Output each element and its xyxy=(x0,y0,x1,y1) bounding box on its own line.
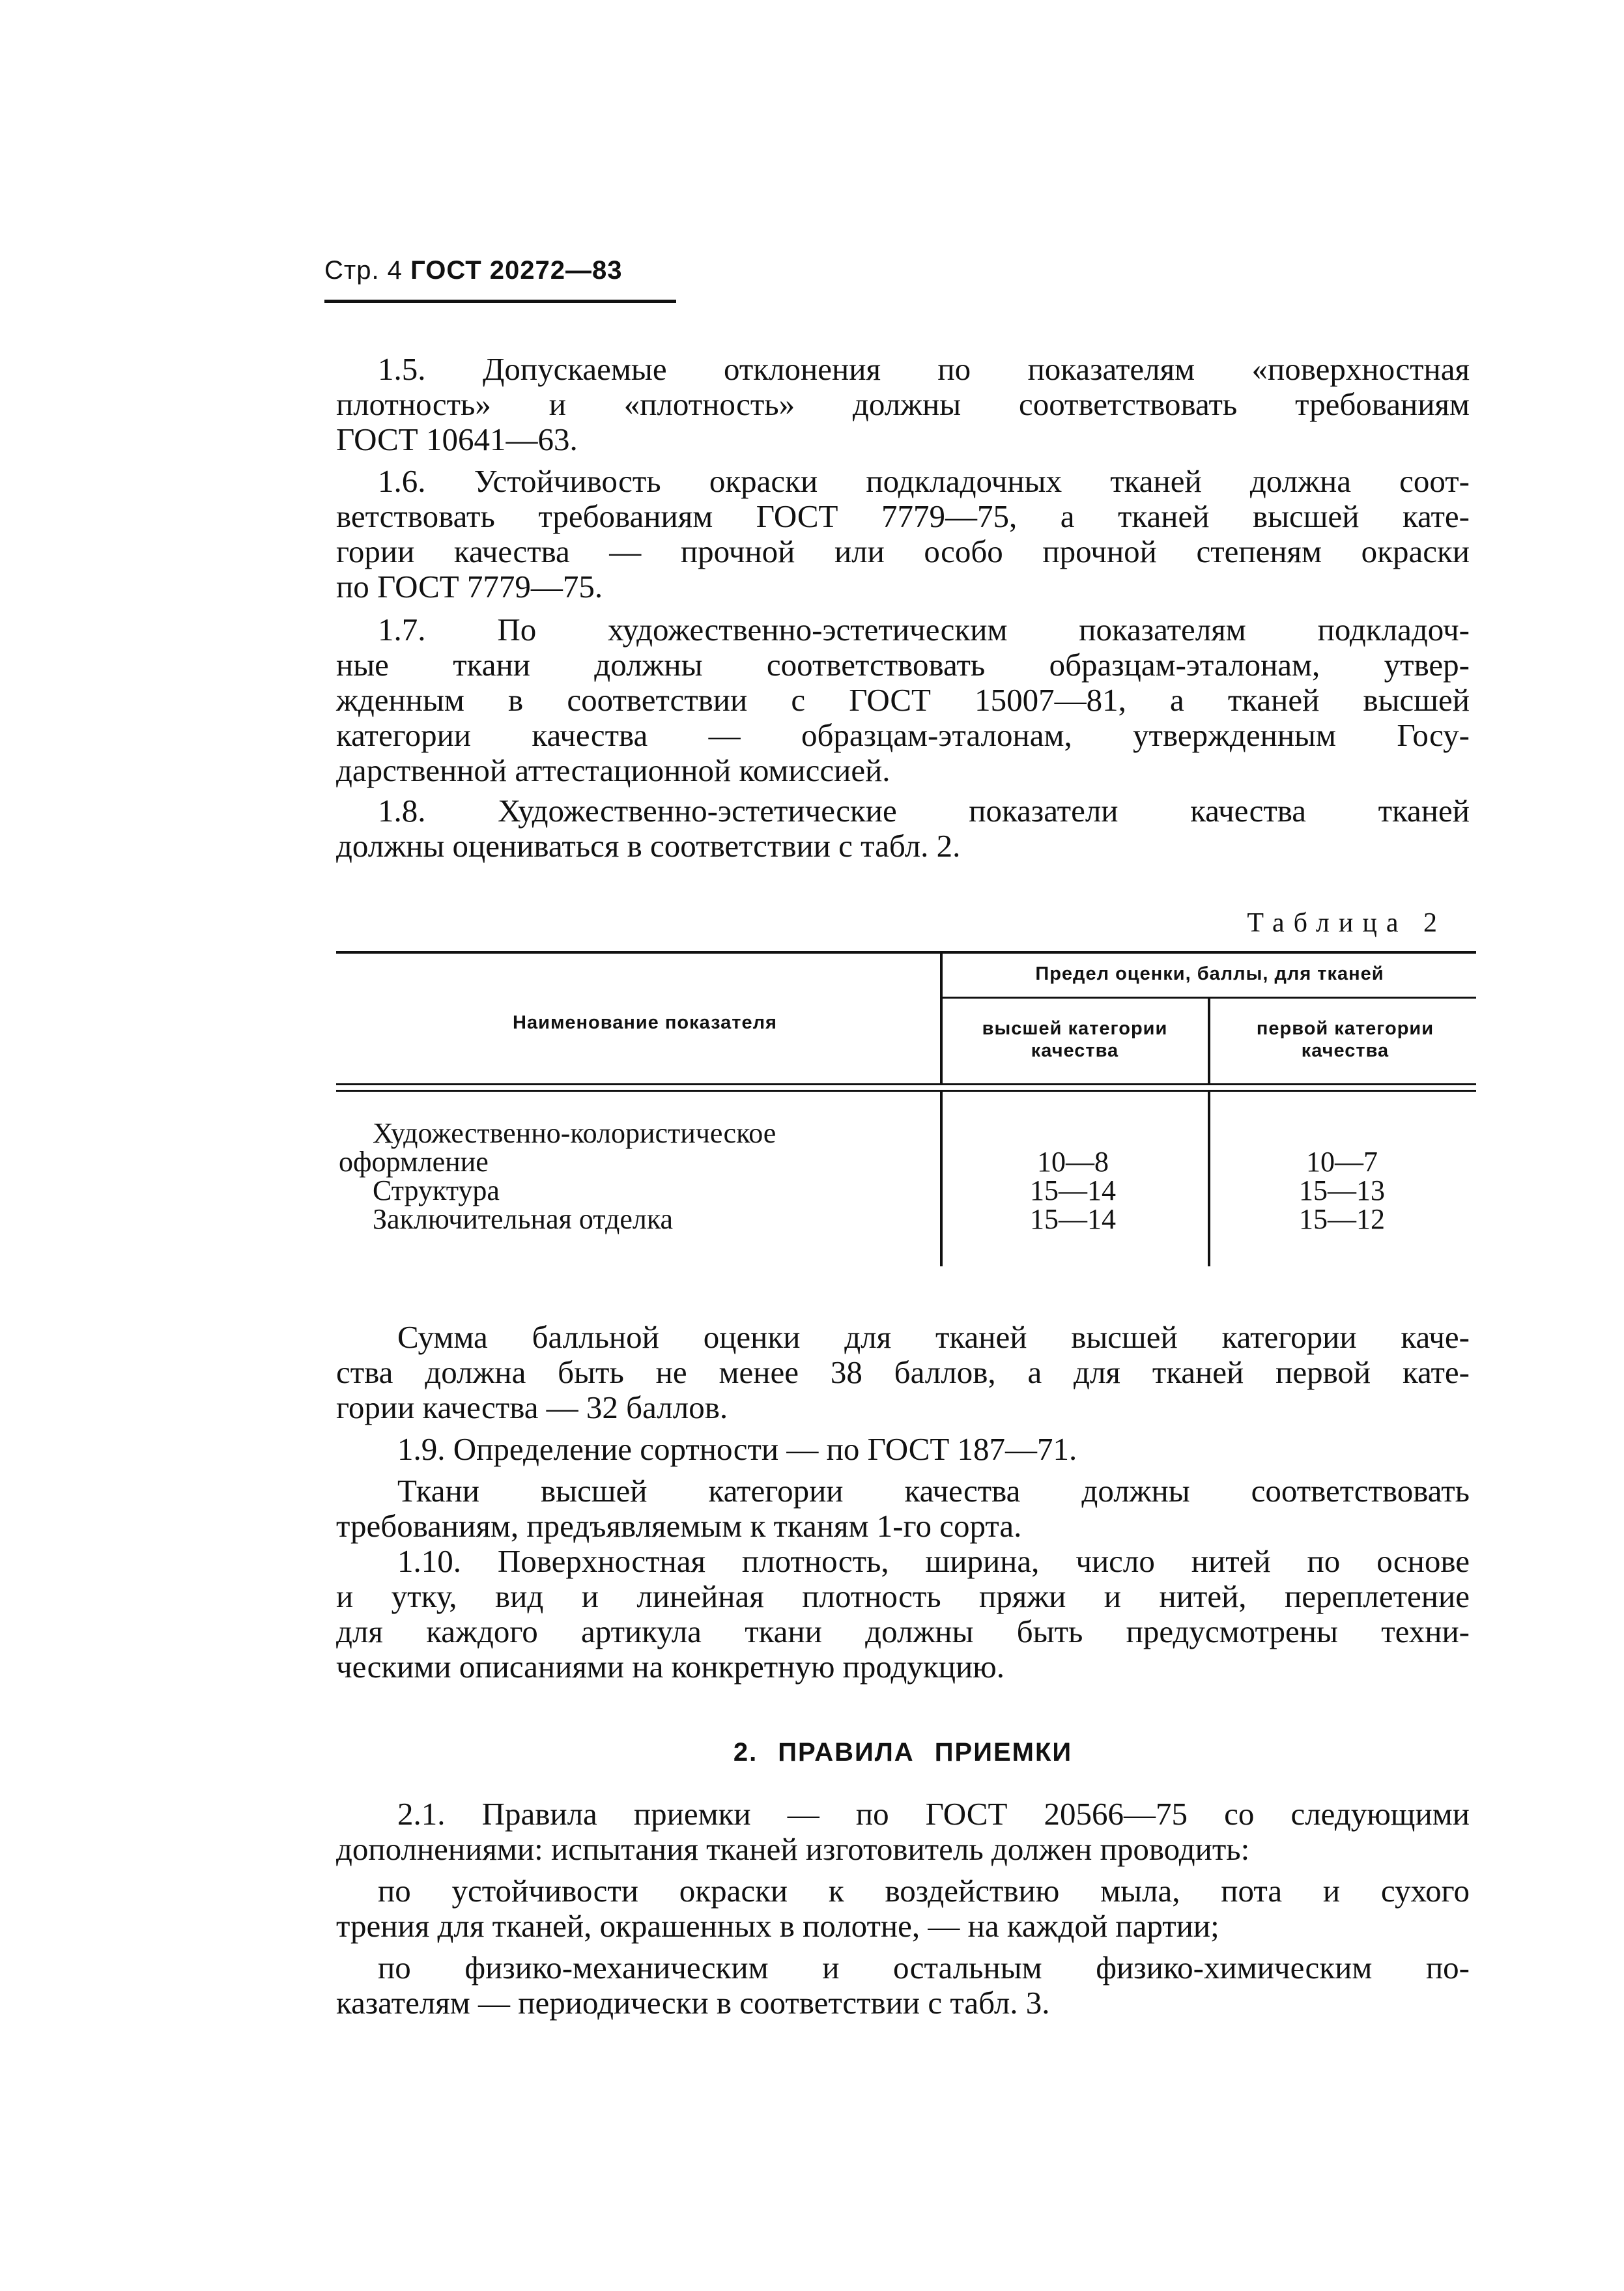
para-1-7-line-3: жденным в соответствии с ГОСТ 15007—81, а тканей высшей xyxy=(336,682,1470,718)
para-1-6-line-2: ветствовать требованиям ГОСТ 7779—75, а тканей высшей кате- xyxy=(336,498,1470,534)
table-divider-2-head xyxy=(1208,997,1210,1085)
row-3-name: Заключительная отделка xyxy=(373,1203,674,1235)
para-sum-line-3: гории качества — 32 баллов. xyxy=(336,1389,728,1425)
para-1-5-line-2: плотность» и «плотность» должны соответствовать требованиям xyxy=(336,386,1470,422)
page-number: Стр. 4 xyxy=(324,256,403,285)
para-sum-line-1: Сумма балльной оценки для тканей высшей категории каче- xyxy=(397,1319,1470,1355)
para-1-5-line-3: ГОСТ 10641—63. xyxy=(336,421,578,457)
table-divider-2-body xyxy=(1208,1092,1210,1266)
para-1-10-line-1: 1.10. Поверхностная плотность, ширина, число нитей по основе xyxy=(397,1543,1470,1579)
page-header xyxy=(324,256,676,303)
para-1-8-line-1: 1.8. Художественно-эстетические показатели качества тканей xyxy=(378,793,1470,829)
col-header-first: первой категории качества xyxy=(1256,1018,1434,1061)
table-divider-1-head xyxy=(940,952,943,1085)
para-1-6-line-4: по ГОСТ 7779—75. xyxy=(336,569,603,605)
table-header-rule-2 xyxy=(336,1090,1476,1092)
row-2-name: Структура xyxy=(373,1174,500,1206)
para-1-10-line-4: ческими описаниями на конкретную продукцию. xyxy=(336,1649,1005,1685)
row-3-first: 15—12 xyxy=(1299,1203,1385,1235)
para-2-1-line-1: 2.1. Правила приемки — по ГОСТ 20566—75 со следующими xyxy=(397,1796,1470,1832)
para-1-7-line-5: дарственной аттестационной комиссией. xyxy=(336,752,890,788)
para-1-6-line-1: 1.6. Устойчивость окраски подкладочных тканей должна соот- xyxy=(378,463,1470,499)
para-2-1a-line-1: по устойчивости окраски к воздействию мыла, пота и сухого xyxy=(378,1873,1470,1909)
row-1-high: 10—8 xyxy=(1037,1146,1109,1178)
col-header-name: Наименование показателя xyxy=(513,1012,777,1033)
para-1-6-line-3: гории качества — прочной или особо прочной степеням окраски xyxy=(336,534,1470,569)
para-1-9b-line-2: требованиям, предъявляемым к тканям 1-го сорта. xyxy=(336,1508,1022,1544)
para-1-10-line-2: и утку, вид и линейная плотность пряжи и нитей, переплетение xyxy=(336,1578,1470,1614)
section-title: 2. ПРАВИЛА ПРИЕМКИ xyxy=(733,1738,1073,1767)
table-header-rule-1 xyxy=(336,1083,1476,1085)
para-1-8-line-2: должны оцениваться в соответствии с табл. 2. xyxy=(336,828,961,864)
para-1-5-line-1: 1.5. Допускаемые отклонения по показателям «поверхностная xyxy=(378,351,1470,387)
document-code: ГОСТ 20272—83 xyxy=(410,256,623,285)
row-1-first: 10—7 xyxy=(1306,1146,1378,1178)
para-2-1a-line-2: трения для тканей, окрашенных в полотне, — на каждой партии; xyxy=(336,1908,1219,1944)
col-header-high: высшей категории качества xyxy=(982,1018,1168,1061)
para-sum-line-2: ства должна быть не менее 38 баллов, а для тканей первой кате- xyxy=(336,1354,1470,1390)
para-1-7-line-4: категории качества — образцам-эталонам, утвержденным Госу- xyxy=(336,717,1470,753)
para-1-7-line-2: ные ткани должны соответствовать образцам-эталонам, утвер- xyxy=(336,647,1470,683)
row-3-high: 15—14 xyxy=(1030,1203,1116,1235)
col-header-group: Предел оценки, баллы, для тканей xyxy=(1035,963,1384,984)
row-2-high: 15—14 xyxy=(1030,1174,1116,1206)
table-label: Таблица 2 xyxy=(1247,908,1446,938)
table-top-rule xyxy=(336,951,1476,954)
para-2-1-line-2: дополнениями: испытания тканей изготовитель должен проводить: xyxy=(336,1831,1250,1867)
row-2-first: 15—13 xyxy=(1299,1174,1385,1206)
row-1-name-line-1: Художественно-колористическое xyxy=(373,1117,776,1149)
para-1-10-line-3: для каждого артикула ткани должны быть предусмотрены техни- xyxy=(336,1614,1470,1649)
para-2-1b-line-1: по физико-механическим и остальным физико-химическим по- xyxy=(378,1950,1470,1985)
para-1-7-line-1: 1.7. По художественно-эстетическим показателям подкладоч- xyxy=(378,612,1470,647)
para-1-9: 1.9. Определение сортности — по ГОСТ 187—71. xyxy=(397,1431,1077,1467)
row-1-name-line-2: оформление xyxy=(339,1146,489,1178)
para-1-9b-line-1: Ткани высшей категории качества должны соответствовать xyxy=(397,1473,1470,1509)
table-divider-1-body xyxy=(940,1092,943,1266)
para-2-1b-line-2: казателям — периодически в соответствии с табл. 3. xyxy=(336,1985,1050,2021)
